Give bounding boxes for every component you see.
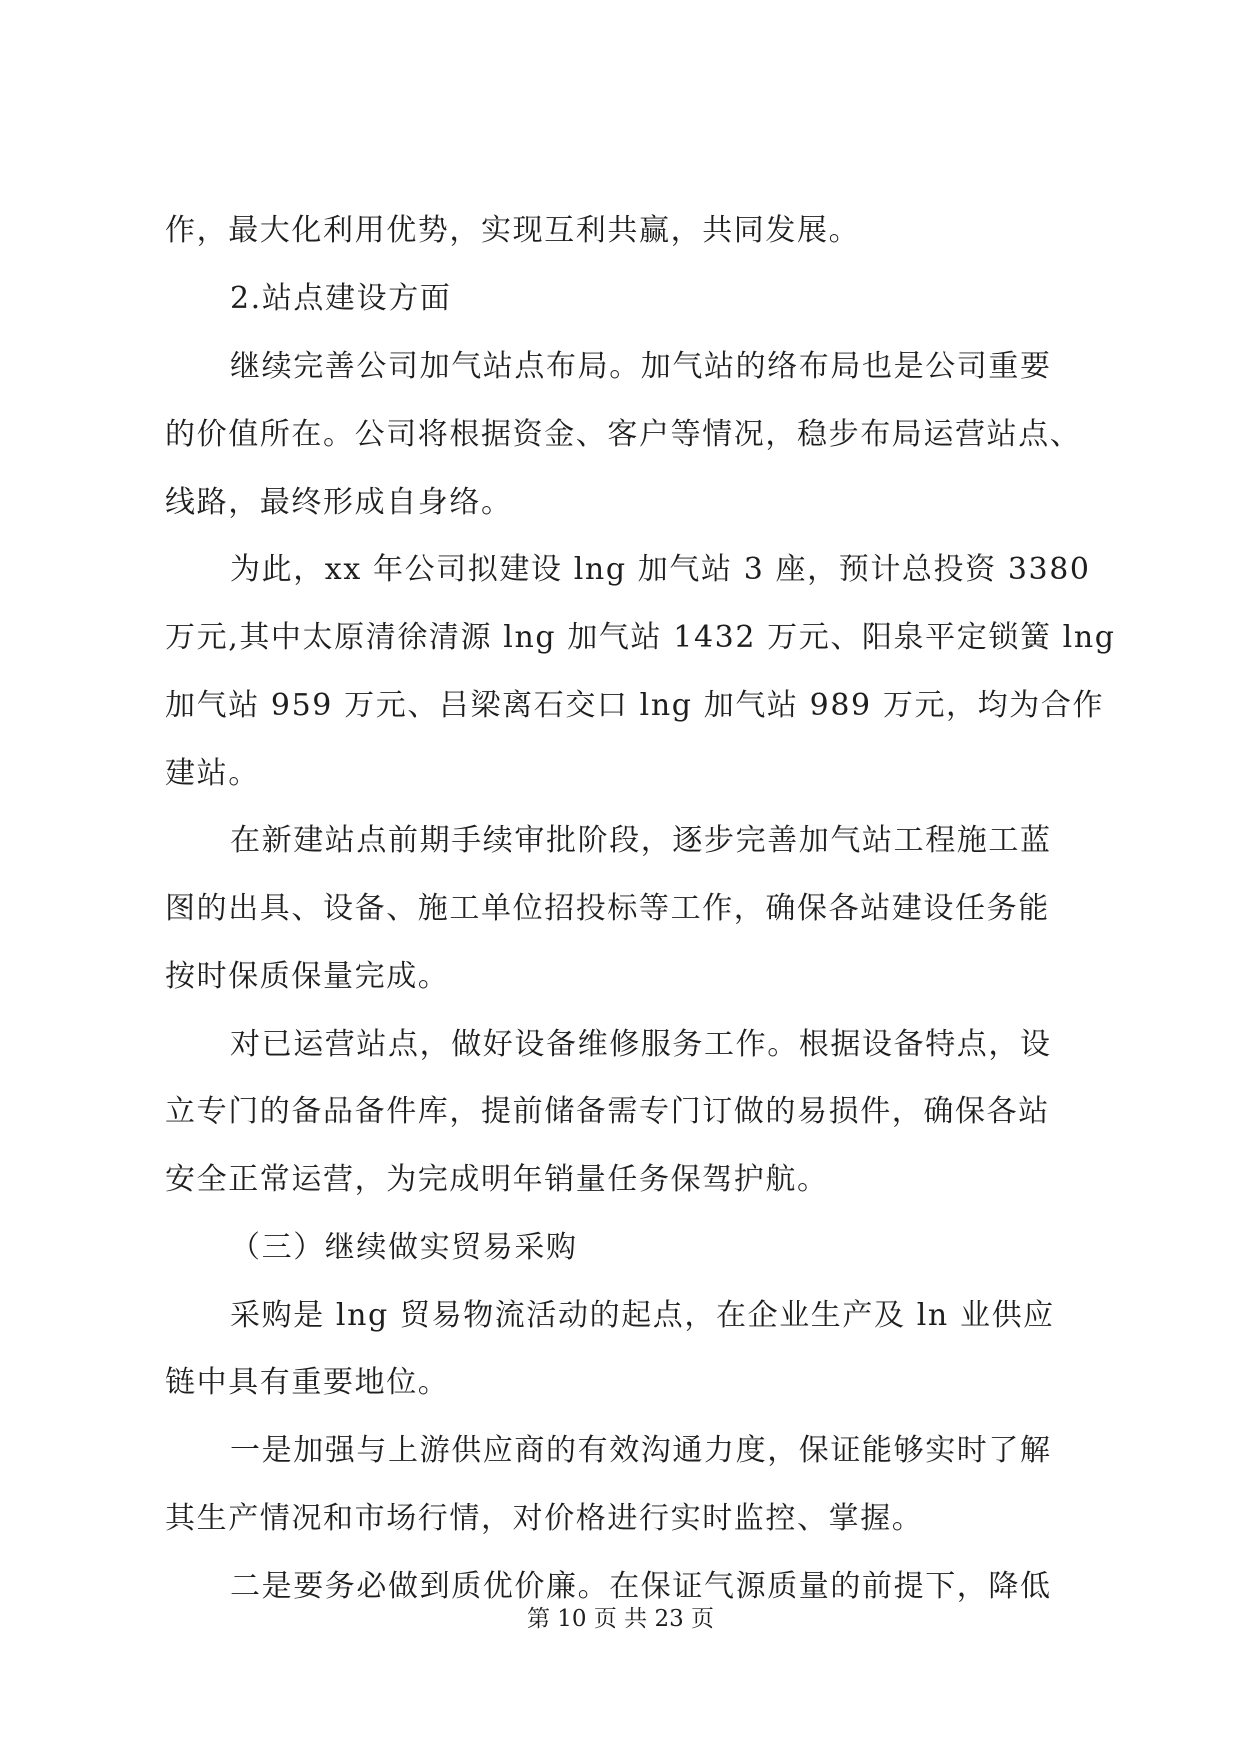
text-line: 链中具有重要地位。: [165, 1365, 450, 1400]
text-line: 线路，最终形成自身络。: [165, 485, 513, 520]
text-line: 安全正常运营，为完成明年销量任务保驾护航。: [165, 1162, 829, 1197]
text-line: 万元,其中太原清徐清源 lng 加气站 1432 万元、阳泉平定锁簧 lng: [165, 620, 1116, 655]
text-line: 在新建站点前期手续审批阶段，逐步完善加气站工程施工蓝: [230, 823, 1052, 858]
text-line: 继续完善公司加气站点布局。加气站的络布局也是公司重要: [230, 349, 1052, 384]
section-heading: （三）继续做实贸易采购: [230, 1230, 578, 1265]
section-heading: 2.站点建设方面: [230, 281, 452, 316]
text-line: 对已运营站点，做好设备维修服务工作。根据设备特点，设: [230, 1027, 1052, 1062]
text-line: 图的出具、设备、施工单位招投标等工作，确保各站建设任务能: [165, 891, 1050, 926]
text-line: 二是要务必做到质优价廉。在保证气源质量的前提下，降低: [230, 1569, 1052, 1604]
page-footer: 第 10 页 共 23 页: [526, 1606, 715, 1632]
text-line: 采购是 lng 贸易物流活动的起点，在企业生产及 ln 业供应: [230, 1298, 1055, 1333]
text-line: 立专门的备品备件库，提前储备需专门订做的易损件，确保各站: [165, 1094, 1050, 1129]
text-line: 按时保质保量完成。: [165, 959, 450, 994]
text-line: 为此，xx 年公司拟建设 lng 加气站 3 座，预计总投资 3380: [230, 552, 1091, 587]
text-line: 作，最大化利用优势，实现互利共赢，共同发展。: [165, 213, 861, 248]
text-line: 的价值所在。公司将根据资金、客户等情况，稳步布局运营站点、: [165, 417, 1082, 452]
text-line: 建站。: [165, 756, 260, 791]
text-line: 加气站 959 万元、吕梁离石交口 lng 加气站 989 万元，均为合作: [165, 688, 1105, 723]
text-line: 其生产情况和市场行情，对价格进行实时监控、掌握。: [165, 1501, 924, 1536]
text-line: 一是加强与上游供应商的有效沟通力度，保证能够实时了解: [230, 1433, 1052, 1468]
